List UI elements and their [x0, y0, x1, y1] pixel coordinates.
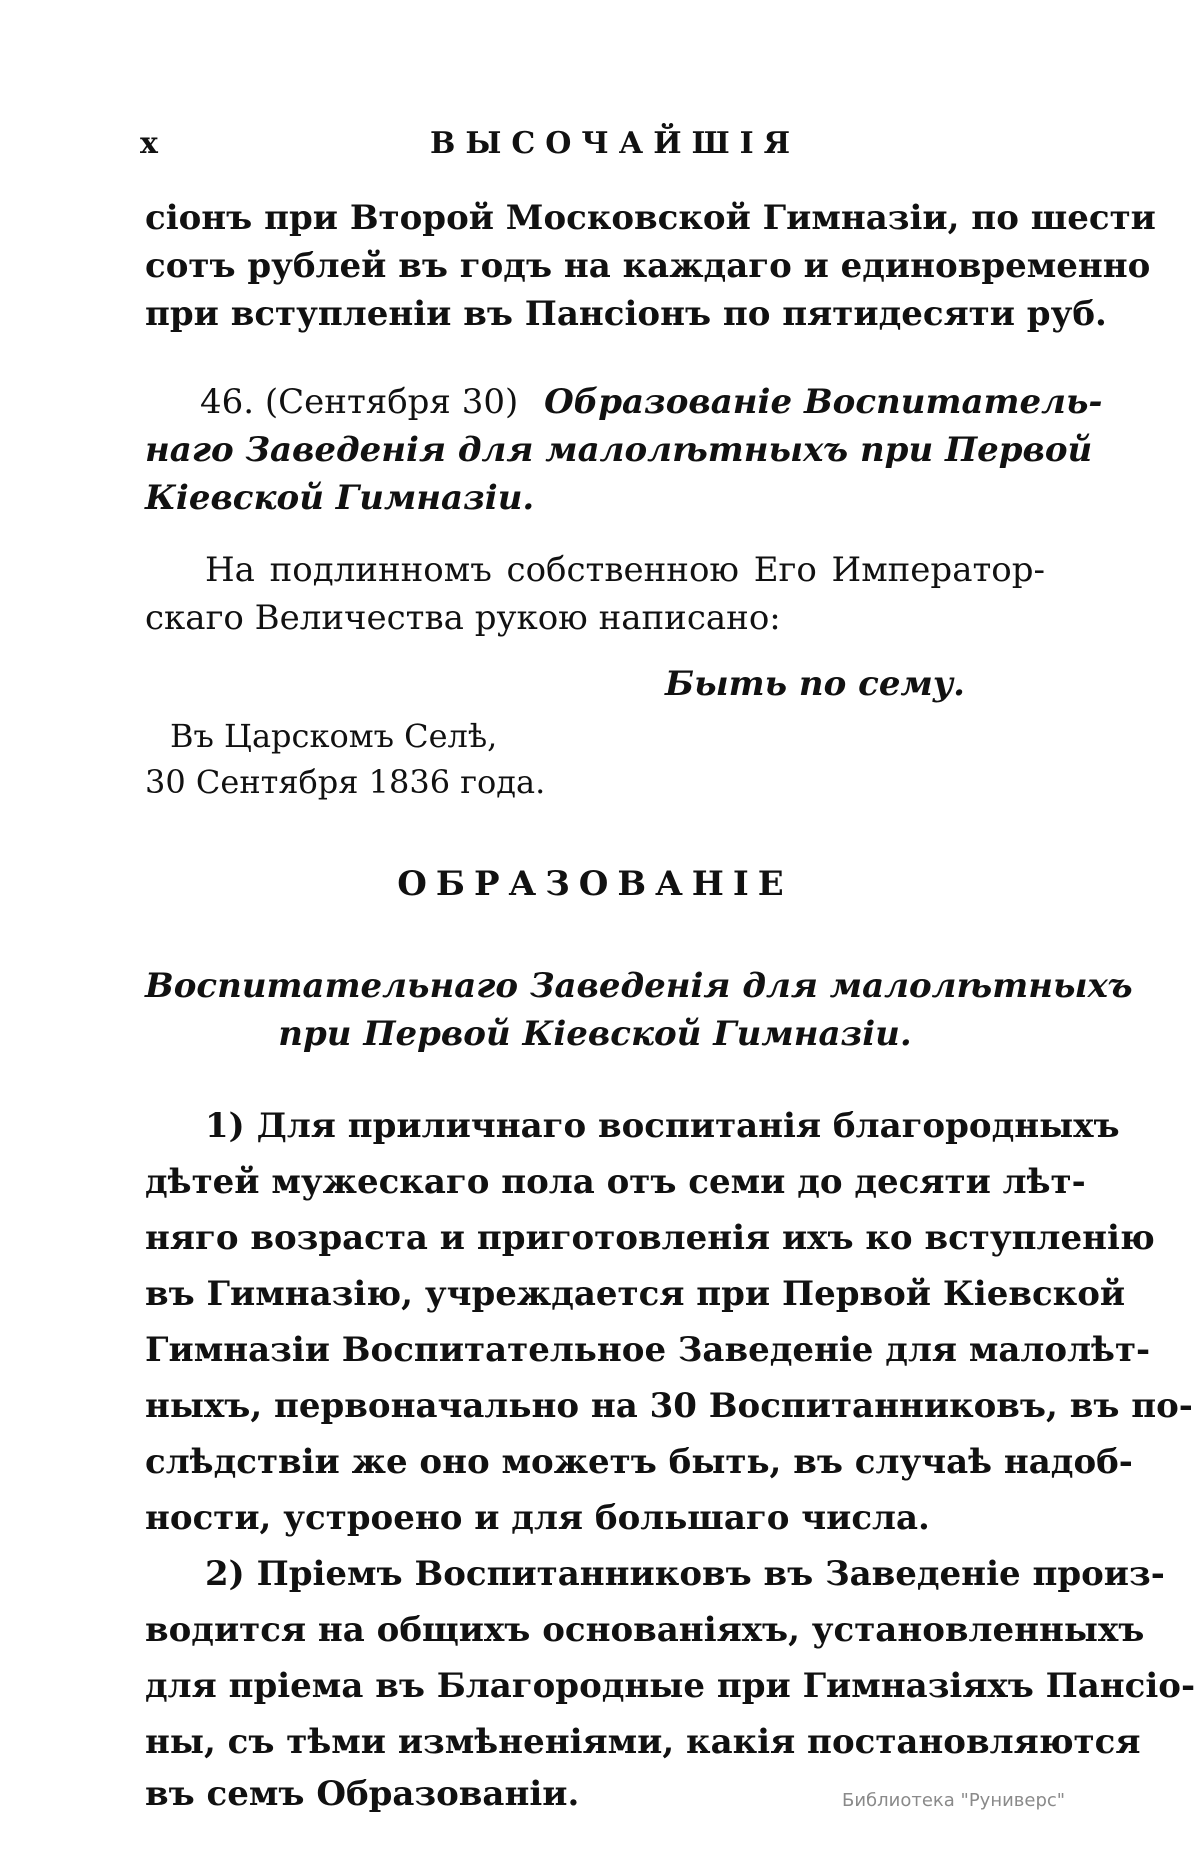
paragraph-2-line: для пріема въ Благородные при Гимназіяхъ Пансіо-: [145, 1666, 1196, 1706]
paragraph-2-line: 2) Пріемъ Воспитанниковъ въ Заведеніе произ-: [205, 1554, 1165, 1594]
paragraph-1-line: ности, устроено и для большаго числа.: [145, 1498, 930, 1538]
signed-line: скаго Величества рукою написано:: [145, 598, 781, 638]
paragraph-1-line: дѣтей мужескаго пола отъ семи до десяти лѣт-: [145, 1162, 1086, 1202]
section-heading: ОБРАЗОВАНІЕ: [397, 864, 793, 904]
signing-place: Въ Царскомъ Селѣ,: [170, 717, 498, 755]
running-head: [140, 126, 1040, 166]
section-subheading: при Первой Кіевской Гимназіи.: [278, 1014, 912, 1054]
intro-line: сотъ рублей въ годъ на каждаго и единовременно: [145, 246, 1151, 286]
entry-number: 46. (Сентября 30): [200, 382, 519, 422]
resolution: Быть по сему.: [665, 664, 965, 704]
signing-date: 30 Сентября 1836 года.: [145, 763, 546, 801]
entry-title: Образованіе Воспитатель-: [544, 382, 1103, 422]
section-subheading: Воспитательнаго Заведенія для малолѣтныхъ: [145, 966, 1133, 1006]
paragraph-2-line: въ семъ Образованіи.: [145, 1774, 580, 1814]
paragraph-1-line: ныхъ, первоначально на 30 Воспитанниковъ, въ по-: [145, 1386, 1193, 1426]
entry-title-line: Кіевской Гимназіи.: [145, 478, 535, 518]
paragraph-2-line: водится на общихъ основаніяхъ, установленныхъ: [145, 1610, 1145, 1650]
paragraph-1-line: въ Гимназію, учреждается при Первой Кіевской: [145, 1274, 1126, 1314]
intro-line: сіонъ при Второй Московской Гимназіи, по шести: [145, 198, 1156, 238]
running-title: ВЫСОЧАЙШІЯ: [430, 126, 801, 161]
paragraph-1-line: 1) Для приличнаго воспитанія благородныхъ: [205, 1106, 1120, 1146]
entry-46-first-line: [200, 380, 1103, 424]
paragraph-2-line: ны, съ тѣми измѣненіями, какія постановляются: [145, 1722, 1141, 1762]
signed-line: На подлинномъ собственною Его Император-: [205, 550, 1045, 590]
entry-title-line: наго Заведенія для малолѣтныхъ при Первой: [145, 430, 1093, 470]
page-folio: x: [140, 126, 160, 161]
paragraph-1-line: няго возраста и приготовленія ихъ ко вступленію: [145, 1218, 1155, 1258]
library-watermark: Библиотека "Руниверс": [842, 1790, 1066, 1811]
paragraph-1-line: слѣдствіи же оно можетъ быть, въ случаѣ надоб-: [145, 1442, 1133, 1482]
intro-line: при вступленіи въ Пансіонъ по пятидесяти руб.: [145, 294, 1107, 334]
paragraph-1-line: Гимназіи Воспитательное Заведеніе для малолѣт-: [145, 1330, 1151, 1370]
